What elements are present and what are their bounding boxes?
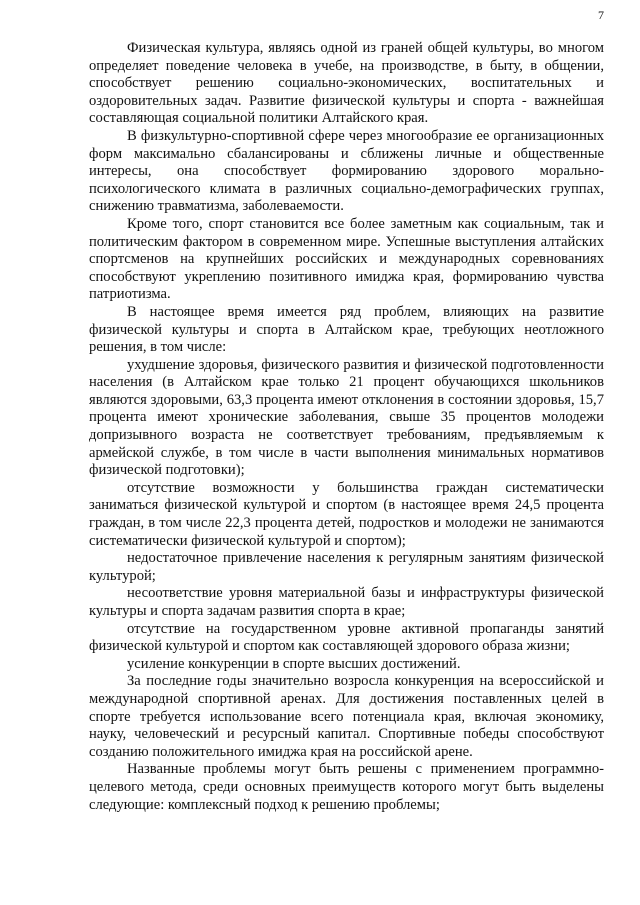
problem-item-health: ухудшение здоровья, физического развития и физической подготовленности населения (в Алтайском крае только 21 процент обучающихся школьников являются здоровыми, 63,3 процента имеют отклонения в состоянии здоровья, 15,7 процента имеют хронические заболевания, свыше 35 процентов молодежи допризывного возраста не соответствует требованиям, предъявляемым к армейской службе, в том числе в части выполнения минимальных нормативов физической подготовки); <box>89 356 604 479</box>
document-body <box>89 40 604 814</box>
problem-item-low-engagement: недостаточное привлечение населения к регулярным занятиям физической культурой; <box>89 550 604 584</box>
paragraph-problems-intro: В настоящее время имеется ряд проблем, влияющих на развитие физической культуры и спорта в Алтайском крае, требующих неотложного решения, в том числе: <box>89 303 604 356</box>
problem-item-no-opportunity: отсутствие возможности у большинства граждан систематически заниматься физической культурой и спортом (в настоящее время 24,5 процента граждан, в том числе 22,3 процента детей, подростков и молодежи не занимаются систематически физической культурой и спортом); <box>89 479 604 549</box>
paragraph-sports-sphere: В физкультурно-спортивной сфере через многообразие ее организационных форм максимально сбалансированы и сближены личные и общественные интересы, она способствует формированию здорового морально-психологического климата в различных социально-демографических группах, снижению травматизма, заболеваемости. <box>89 127 604 215</box>
problem-item-competition: усиление конкуренции в спорте высших достижений. <box>127 655 461 672</box>
problem-item-no-propaganda: отсутствие на государственном уровне активной пропаганды занятий физической культурой и спортом как составляющей здорового образа жизни; <box>89 620 604 655</box>
paragraph-intro: Физическая культура, являясь одной из граней общей культуры, во многом определяет поведение человека в учебе, на производстве, в быту, в общении, способствует решению социально-экономических, воспитательных и оздоровительных задач. Развитие физической культуры и спорта - важнейшая составляющая социальной политики Алтайского края. <box>89 40 604 127</box>
problem-item-infrastructure: несоответствие уровня материальной базы и инфраструктуры физической культуры и спорта задачам развития спорта в крае; <box>89 585 604 619</box>
paragraph-political-factor: Кроме того, спорт становится все более заметным как социальным, так и политическим фактором в современном мире. Успешные выступления алтайских спортсменов на крупнейших российских и международных соревнованиях способствуют укреплению позитивного имиджа края, формированию чувства патриотизма. <box>89 215 604 303</box>
page-number: 7 <box>598 8 604 22</box>
paragraph-competition-growth: За последние годы значительно возросла конкуренция на всероссийской и международной спортивной аренах. Для достижения поставленных целей в спорте требуется использование всего потенциала края, включая экономику, науку, человеческий и ресурсный капитал. Спортивные победы способствуют созданию положительного имиджа края на российской арене. <box>89 673 604 760</box>
paragraph-program-method: Названные проблемы могут быть решены с применением программно-целевого метода, среди основных преимуществ которого могут быть выделены следующие: комплексный подход к решению проблемы; <box>89 761 604 813</box>
